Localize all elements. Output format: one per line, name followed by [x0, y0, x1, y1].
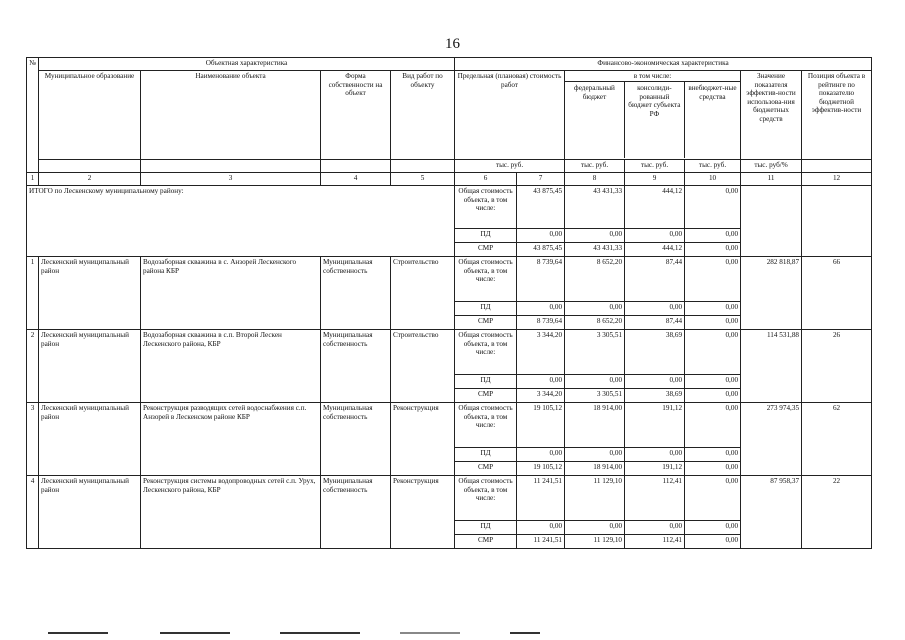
value-cell: 0,00: [565, 302, 625, 316]
footer-line: [400, 632, 460, 634]
rating-cell: 62: [802, 403, 872, 476]
header-rating: Позиция объекта в рейтинге по показателю бюджетной эффектив-ности: [802, 71, 872, 160]
municipality-cell: Лескенский муниципальный район: [39, 257, 141, 330]
value-cell: 43 875,45: [517, 186, 565, 229]
value-cell: 0,00: [685, 302, 741, 316]
unit-federal: тыс. руб.: [565, 160, 625, 173]
cost-label: Общая стоимость объекта, в том числе:: [455, 403, 517, 448]
unit-cost: тыс. руб.: [455, 160, 565, 173]
itog-total-row: [27, 186, 872, 229]
value-cell: 0,00: [685, 316, 741, 330]
value-cell: 0,00: [685, 330, 741, 375]
header-no: №: [27, 58, 39, 173]
smr-label: СМР: [455, 243, 517, 257]
value-cell: 43 875,45: [517, 243, 565, 257]
value-cell: 8 652,20: [565, 316, 625, 330]
work-type-cell: Реконструкция: [391, 476, 455, 549]
col-num: 1: [27, 173, 39, 186]
header-row-2: [27, 71, 872, 160]
rating-cell: 26: [802, 330, 872, 403]
header-incl: в том числе:: [565, 71, 740, 82]
value-cell: 112,41: [625, 476, 685, 521]
object-name-cell: Реконструкция разводящих сетей водоснабжения с.п. Анзорей в Лескенском районе КБР: [141, 403, 321, 476]
value-cell: 19 105,12: [517, 462, 565, 476]
col-num: 4: [321, 173, 391, 186]
cost-label: Общая стоимость объекта, в том числе:: [455, 476, 517, 521]
municipality-cell: Лескенский муниципальный район: [39, 476, 141, 549]
value-cell: 0,00: [685, 243, 741, 257]
itog-label: ИТОГО по Лескенскому муниципальному району:: [27, 186, 455, 257]
value-cell: 444,12: [625, 186, 685, 229]
value-cell: 0,00: [685, 462, 741, 476]
object-row: [27, 257, 872, 302]
col-num: 7: [517, 173, 565, 186]
header-row-units: [27, 160, 872, 173]
object-name-cell: Водозаборная скважина в с.п. Второй Лескен Лескенского района, КБР: [141, 330, 321, 403]
footer-line: [280, 632, 360, 634]
object-name-cell: Водозаборная скважина в с. Анзорей Лескенского района КБР: [141, 257, 321, 330]
value-cell: 3 344,20: [517, 330, 565, 375]
value-cell: 0,00: [685, 389, 741, 403]
col-num: 11: [741, 173, 802, 186]
pd-label: ПД: [455, 375, 517, 389]
header-federal: федеральный бюджет: [565, 82, 625, 158]
unit-consolidated: тыс. руб.: [625, 160, 685, 173]
smr-label: СМР: [455, 535, 517, 549]
pd-label: ПД: [455, 448, 517, 462]
col-num: 6: [455, 173, 517, 186]
rating-cell: 66: [802, 257, 872, 330]
value-cell: 0,00: [685, 448, 741, 462]
work-type-cell: Строительство: [391, 330, 455, 403]
cost-label: Общая стоимость объекта, в том числе:: [455, 186, 517, 229]
object-row: [27, 403, 872, 448]
footer-line: [510, 632, 540, 634]
col-num: 3: [141, 173, 321, 186]
value-cell: 0,00: [685, 186, 741, 229]
value-cell: 87,44: [625, 257, 685, 302]
value-cell: 11 241,51: [517, 476, 565, 521]
page-number: 16: [445, 36, 460, 52]
rating-cell: 22: [802, 476, 872, 549]
pd-label: ПД: [455, 521, 517, 535]
value-cell: 3 305,51: [565, 330, 625, 375]
value-cell: 0,00: [565, 375, 625, 389]
header-max-cost: Предельная (плановая) стоимость работ: [455, 71, 565, 160]
value-cell: 0,00: [565, 448, 625, 462]
value-cell: 0,00: [685, 521, 741, 535]
value-cell: 0,00: [625, 302, 685, 316]
unit-extrabudget: тыс. руб.: [685, 160, 741, 173]
investment-table: [26, 57, 872, 549]
col-num: 12: [802, 173, 872, 186]
efficiency-cell: 114 531,88: [741, 330, 802, 403]
header-ownership: Форма собственности на объект: [321, 71, 391, 160]
header-efficiency: Значение показателя эффектив-ности использова-ния бюджетных средств: [741, 71, 802, 160]
work-type-cell: Реконструкция: [391, 403, 455, 476]
value-cell: 43 431,33: [565, 186, 625, 229]
value-cell: 11 241,51: [517, 535, 565, 549]
value-cell: 0,00: [517, 375, 565, 389]
pd-label: ПД: [455, 229, 517, 243]
object-row: [27, 330, 872, 375]
municipality-cell: Лескенский муниципальный район: [39, 403, 141, 476]
value-cell: 19 105,12: [517, 403, 565, 448]
value-cell: 11 129,10: [565, 476, 625, 521]
efficiency-cell: 87 958,37: [741, 476, 802, 549]
col-num: 9: [625, 173, 685, 186]
footer-line: [160, 632, 230, 634]
object-name-cell: Реконструкция системы водопроводных сетей с.п. Урух, Лескенского района, КБР: [141, 476, 321, 549]
col-num: 10: [685, 173, 741, 186]
pd-label: ПД: [455, 302, 517, 316]
value-cell: 18 914,00: [565, 462, 625, 476]
header-consolidated: консолиди-рованный бюджет субъекта РФ: [625, 82, 685, 158]
header-work-type: Вид работ по объекту: [391, 71, 455, 160]
value-cell: 0,00: [517, 448, 565, 462]
row-number: 3: [27, 403, 39, 476]
value-cell: 0,00: [625, 229, 685, 243]
efficiency-cell: 273 974,35: [741, 403, 802, 476]
value-cell: 0,00: [625, 375, 685, 389]
work-type-cell: Строительство: [391, 257, 455, 330]
value-cell: 0,00: [517, 302, 565, 316]
value-cell: 0,00: [685, 535, 741, 549]
value-cell: 0,00: [565, 229, 625, 243]
value-cell: 8 739,64: [517, 316, 565, 330]
value-cell: 0,00: [517, 521, 565, 535]
ownership-cell: Муниципальная собственность: [321, 403, 391, 476]
value-cell: 43 431,33: [565, 243, 625, 257]
value-cell: 18 914,00: [565, 403, 625, 448]
value-cell: 0,00: [565, 521, 625, 535]
smr-label: СМР: [455, 462, 517, 476]
value-cell: 8 652,20: [565, 257, 625, 302]
header-row-numbers: [27, 173, 872, 186]
value-cell: 0,00: [625, 521, 685, 535]
value-cell: 38,69: [625, 330, 685, 375]
value-cell: 0,00: [685, 403, 741, 448]
municipality-cell: Лескенский муниципальный район: [39, 330, 141, 403]
ownership-cell: Муниципальная собственность: [321, 330, 391, 403]
value-cell: 87,44: [625, 316, 685, 330]
value-cell: 112,41: [625, 535, 685, 549]
value-cell: 0,00: [685, 375, 741, 389]
header-financial: Финансово-экономическая характеристика: [455, 58, 872, 71]
ownership-cell: Муниципальная собственность: [321, 476, 391, 549]
value-cell: 11 129,10: [565, 535, 625, 549]
header-objective: Объектная характеристика: [39, 58, 455, 71]
footer-line: [48, 632, 108, 634]
value-cell: 3 344,20: [517, 389, 565, 403]
cost-label: Общая стоимость объекта, в том числе:: [455, 330, 517, 375]
unit-efficiency: тыс. руб/%: [741, 160, 802, 173]
col-num: 5: [391, 173, 455, 186]
col-num: 8: [565, 173, 625, 186]
header-row-1: [27, 58, 872, 71]
row-number: 1: [27, 257, 39, 330]
row-number: 2: [27, 330, 39, 403]
value-cell: 8 739,64: [517, 257, 565, 302]
col-num: 2: [39, 173, 141, 186]
cost-label: Общая стоимость объекта, в том числе:: [455, 257, 517, 302]
value-cell: 0,00: [685, 476, 741, 521]
value-cell: 38,69: [625, 389, 685, 403]
header-object-name: Наименование объекта: [141, 71, 321, 160]
object-row: [27, 476, 872, 521]
value-cell: 0,00: [517, 229, 565, 243]
row-number: 4: [27, 476, 39, 549]
ownership-cell: Муниципальная собственность: [321, 257, 391, 330]
value-cell: 3 305,51: [565, 389, 625, 403]
value-cell: 0,00: [685, 229, 741, 243]
efficiency-cell: 282 818,87: [741, 257, 802, 330]
value-cell: 444,12: [625, 243, 685, 257]
value-cell: 0,00: [625, 448, 685, 462]
value-cell: 191,12: [625, 403, 685, 448]
header-municipality: Муниципальное образование: [39, 71, 141, 160]
smr-label: СМР: [455, 389, 517, 403]
smr-label: СМР: [455, 316, 517, 330]
header-incl-cell: [565, 71, 741, 160]
value-cell: 191,12: [625, 462, 685, 476]
value-cell: 0,00: [685, 257, 741, 302]
header-extrabudget: внебюджет-ные средства: [688, 84, 737, 101]
